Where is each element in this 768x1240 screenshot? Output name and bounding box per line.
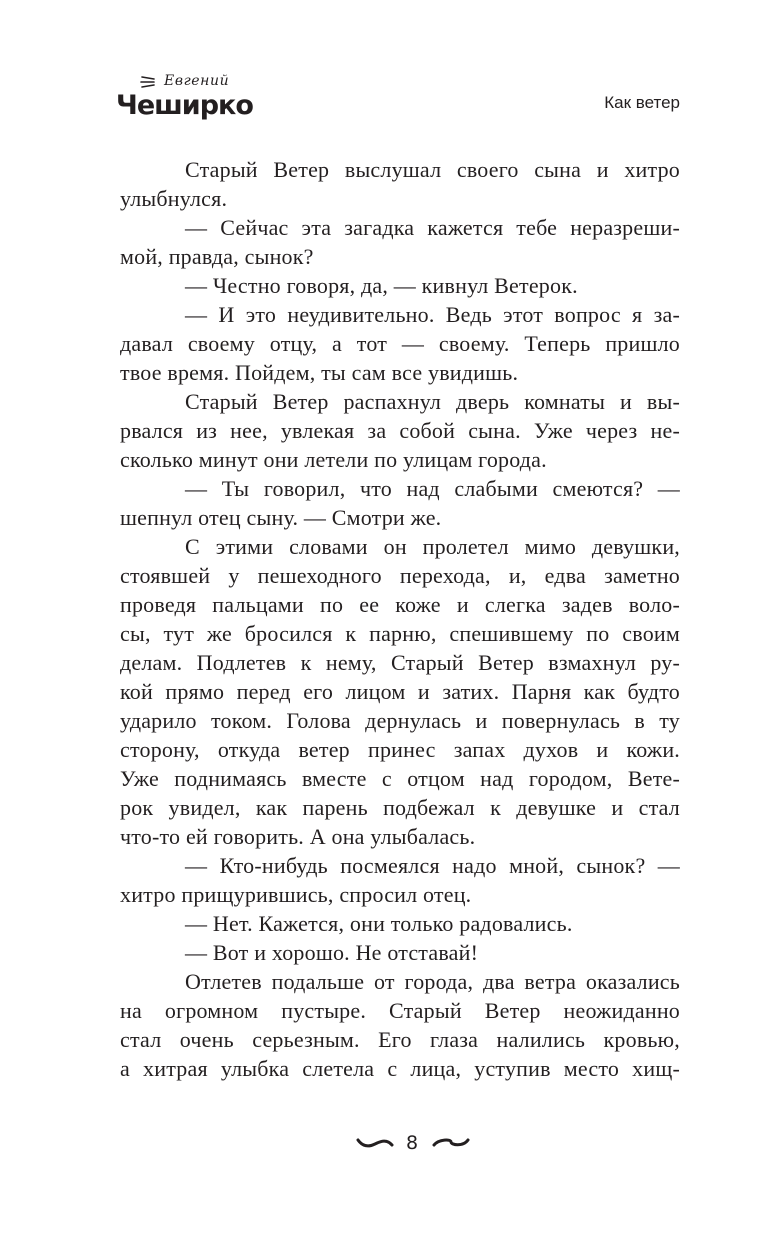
text-line: сторону, откуда ветер принес запах духов и кожи. — [120, 737, 680, 762]
text-line: что-то ей говорить. А она улыбалась. — [120, 824, 476, 849]
text-line: мой, правда, сынок? — [120, 244, 314, 269]
text-line: сколько минут они летели по улицам города. — [120, 447, 547, 472]
author-logo — [116, 68, 258, 130]
text-line: Уже поднимаясь вместе с отцом над городом, Вете- — [120, 766, 680, 791]
paragraph — [120, 967, 680, 1083]
text-line: а хитрая улыбка слетела с лица, уступив место хищ- — [120, 1056, 680, 1081]
text-line: сы, тут же бросился к парню, спешившему по своим — [120, 621, 680, 646]
paragraph — [120, 387, 680, 474]
text-line: Старый Ветер распахнул дверь комнаты и вы- — [185, 389, 680, 414]
text-line: кой прямо перед его лицом и затих. Парня как будто — [120, 679, 680, 704]
text-line: проведя пальцами по ее коже и слегка задев воло- — [120, 592, 680, 617]
logo-last-name: Чеширко — [116, 90, 253, 121]
running-title: Как ветер — [604, 93, 680, 112]
logo-first-name: Евгений — [164, 73, 230, 89]
text-line: шепнул отец сыну. — Смотри же. — [120, 505, 442, 530]
sparkle-icon — [140, 74, 160, 88]
swash-left-icon — [356, 1136, 394, 1150]
text-line: — Кто-нибудь посмеялся надо мной, сынок? — — [185, 853, 680, 878]
paragraph — [120, 851, 680, 909]
page-footer — [0, 1128, 768, 1158]
text-line: стоявшей у пешеходного перехода, и, едва заметно — [120, 563, 680, 588]
text-line: рок увидел, как парень подбежал к девушке и стал — [120, 795, 680, 820]
paragraph — [120, 155, 680, 213]
body-text — [120, 155, 680, 1083]
text-line: давал своему отцу, а тот — своему. Теперь пришло — [120, 331, 680, 356]
text-line: Старый Ветер выслушал своего сына и хитро — [185, 157, 680, 182]
paragraph — [120, 271, 680, 300]
paragraph — [120, 474, 680, 532]
paragraph — [120, 300, 680, 387]
page-number: 8 — [405, 1132, 419, 1154]
text-line: улыбнулся. — [120, 186, 228, 211]
paragraph — [120, 213, 680, 271]
text-line: Отлетев подальше от города, два ветра оказались — [185, 969, 680, 994]
text-line: стал очень серьезным. Его глаза налились кровью, — [120, 1027, 680, 1052]
text-line: — Сейчас эта загадка кажется тебе неразреши- — [185, 215, 680, 240]
text-line: С этими словами он пролетел мимо девушки, — [185, 534, 680, 559]
text-line: — Честно говоря, да, — кивнул Ветерок. — [185, 273, 578, 298]
swash-right-icon — [432, 1136, 470, 1150]
text-line: на огромном пустыре. Старый Ветер неожиданно — [120, 998, 680, 1023]
text-line: — Ты говорил, что над слабыми смеются? — — [185, 476, 680, 501]
text-line: рвался из нее, увлекая за собой сына. Уже через не- — [120, 418, 680, 443]
text-line: хитро прищурившись, спросил отец. — [120, 882, 472, 907]
text-line: твое время. Пойдем, ты сам все увидишь. — [120, 360, 519, 385]
paragraph — [120, 909, 680, 938]
paragraph — [120, 532, 680, 851]
paragraph — [120, 938, 680, 967]
text-line: — Нет. Кажется, они только радовались. — [185, 911, 573, 936]
text-line: — Вот и хорошо. Не отставай! — [185, 940, 479, 965]
text-line: делам. Подлетев к нему, Старый Ветер взмахнул ру- — [120, 650, 680, 675]
text-line: ударило током. Голова дернулась и повернулась в ту — [120, 708, 680, 733]
text-line: — И это неудивительно. Ведь этот вопрос я за- — [185, 302, 680, 327]
